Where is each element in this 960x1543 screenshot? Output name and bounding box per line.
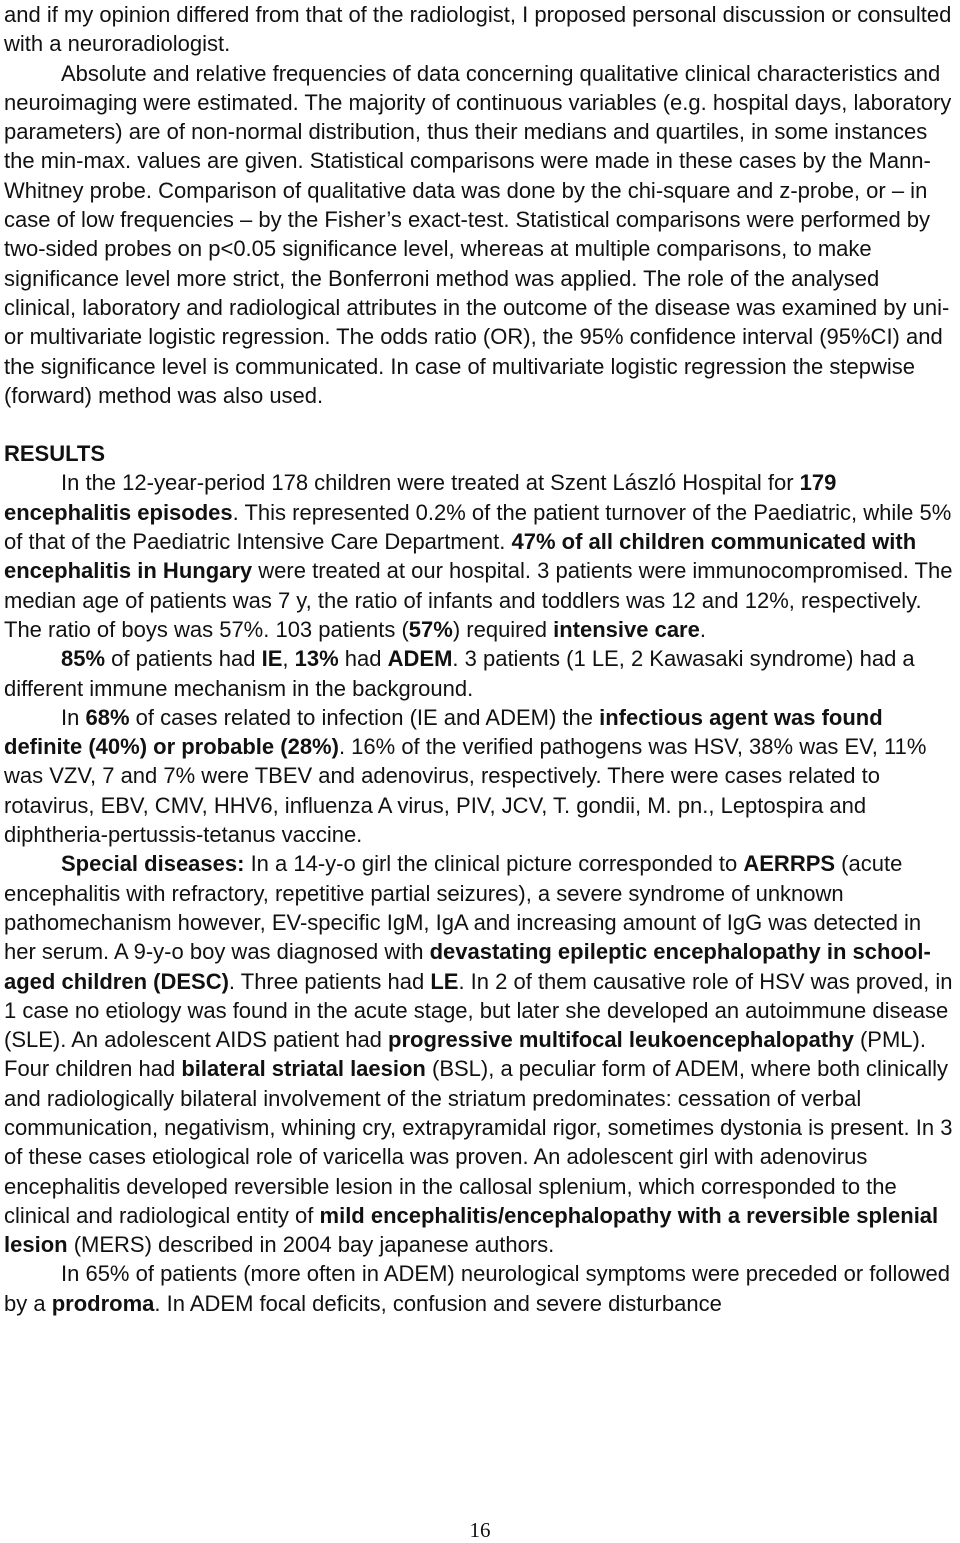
text-run: . 16% of the verified pathogens was HSV, 38% was EV, 11% was VZV, 7 and 7% were TBEV and adenovirus, respectively. There were cases related to rotavirus, EBV, CMV, HHV6, influenza A virus, PIV, JCV, T. gondii, M. pn., Leptospira and diphtheria-pertussis-tetanus vaccine. bbox=[4, 734, 927, 848]
methods-continuation-paragraph: and if my opinion differed from that of the radiologist, I proposed personal discussion or consulted with a neuroradiologist. bbox=[4, 2, 952, 57]
bold-run: prodroma bbox=[51, 1290, 155, 1316]
bold-run: ADEM bbox=[387, 646, 453, 672]
bold-run: Special diseases: bbox=[61, 851, 245, 877]
bold-run: LE bbox=[430, 968, 459, 994]
text-run: . In 2 of them causative role of HSV was proved, in 1 case no etiology was found in the acute stage, but later she developed an autoimmune disease (SLE). An adolescent AIDS patient had bbox=[4, 968, 953, 1053]
results-heading: RESULTS bbox=[4, 441, 106, 467]
text-run: ) required bbox=[452, 616, 554, 642]
bold-run: progressive multifocal leukoencephalopathy bbox=[388, 1027, 854, 1053]
bold-run: 85% bbox=[61, 646, 106, 672]
bold-run: 13% bbox=[294, 646, 339, 672]
text-run: had bbox=[338, 646, 388, 672]
text-run: In bbox=[61, 704, 86, 730]
bold-run: 57% bbox=[408, 616, 453, 642]
bold-run: devastating epileptic encephalopathy in school-aged children (DESC) bbox=[4, 939, 931, 994]
bold-run: intensive care bbox=[553, 616, 700, 642]
text-run: of patients had bbox=[105, 646, 262, 672]
text-run: In the 12-year-period 178 children were treated at Szent László Hospital for bbox=[61, 470, 800, 496]
text-run: (acute encephalitis with refractory, repetitive partial seizures), a severe syndrome of unknown pathomechanism however, EV-specific IgM, IgA and increasing amount of IgG was detected in her serum. A 9-y-o boy was diagnosed with bbox=[4, 851, 922, 965]
results-paragraph-3 bbox=[4, 703, 954, 849]
bold-run: 68% bbox=[85, 704, 130, 730]
results-paragraph-2 bbox=[4, 644, 954, 703]
text-run: (MERS) described in 2004 bay japanese authors. bbox=[67, 1232, 555, 1258]
document-page bbox=[4, 0, 954, 1318]
bold-run: infectious agent was found definite (40%) or probable (28%) bbox=[4, 704, 883, 760]
text-run: (PML). Four children had bbox=[4, 1027, 926, 1082]
text-run: . In ADEM focal deficits, confusion and severe disturbance bbox=[154, 1290, 722, 1316]
text-run: . Three patients had bbox=[228, 968, 431, 994]
bold-run: IE bbox=[261, 646, 283, 672]
bold-run: 47% of all children communicated with encephalitis in Hungary bbox=[4, 529, 917, 584]
results-paragraph-special-diseases bbox=[4, 849, 954, 1259]
text-run: . 3 patients (1 LE, 2 Kawasaki syndrome) had a different immune mechanism in the background. bbox=[4, 646, 915, 701]
results-paragraph-1 bbox=[4, 468, 954, 644]
bold-run: AERRPS bbox=[743, 851, 836, 877]
text-run: . This represented 0.2% of the patient turnover of the Paediatric, while 5% of that of the Paediatric Intensive Care Department. bbox=[4, 499, 952, 555]
text-run: (BSL), a peculiar form of ADEM, where both clinically and radiologically bilateral involvement of the striatum predominates: cessation of verbal communication, negativism, whining cry, extrapyramidal rigor, sometimes dystonia is present. In 3 of these cases etiological role of varicella was proven. An adolescent girl with adenovirus encephalitis developed reversible lesion in the callosal splenium, which corresponded to the clinical and radiological entity of bbox=[4, 1056, 953, 1228]
text-run: In 65% of patients (more often in ADEM) neurological symptoms were preceded or followed by a bbox=[4, 1261, 950, 1316]
bold-run: mild encephalitis/encephalopathy with a reversible splenial lesion bbox=[4, 1202, 939, 1258]
text-run: were treated at our hospital. 3 patients were immunocompromised. The median age of patients was 7 y, the ratio of infants and toddlers was 12 and 12%, respectively. The ratio of boys was 57%. 103 patients ( bbox=[4, 558, 953, 642]
text-run: of cases related to infection (IE and ADEM) the bbox=[129, 704, 600, 730]
page-number: 16 bbox=[469, 1518, 491, 1542]
text-run: In a 14-y-o girl the clinical picture corresponded to bbox=[244, 851, 744, 877]
statistics-paragraph: Absolute and relative frequencies of data concerning qualitative clinical characteristics and neuroimaging were estimated. The majority of continuous variables (e.g. hospital days, laboratory parameters) are of non-normal distribution, thus their medians and quartiles, in some instances the min-max. values are given. Statistical comparisons were made in these cases by the Mann-Whitney probe. Comparison of qualitative data was done by the chi-square and z-probe, or – in case of low frequencies – by the Fisher’s exact-test. Statistical comparisons were performed by two-sided probes on p<0.05 significance level, whereas at multiple comparisons, to make significance level more strict, the Bonferroni method was applied. The role of the analysed clinical, laboratory and radiological attributes in the outcome of the disease was examined by uni- or multivariate logistic regression. The odds ratio (OR), the 95% confidence interval (95%CI) and the significance level is communicated. In case of multivariate logistic regression the stepwise (forward) method was also used. bbox=[4, 60, 952, 408]
bold-run: 179 encephalitis episodes bbox=[4, 470, 837, 525]
text-run: , bbox=[282, 646, 295, 672]
results-paragraph-prodroma bbox=[4, 1259, 954, 1318]
bold-run: bilateral striatal laesion bbox=[181, 1056, 426, 1082]
text-run: . bbox=[699, 616, 706, 642]
